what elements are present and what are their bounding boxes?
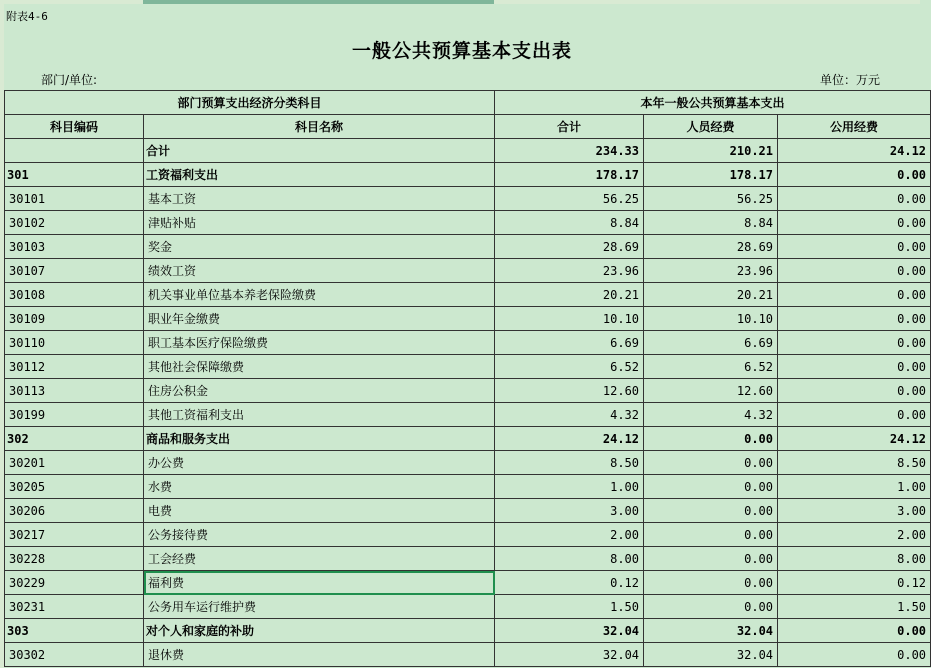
cell-total[interactable]: 3.00 — [495, 499, 644, 523]
cell-personnel[interactable]: 0.00 — [644, 427, 778, 451]
table-row — [5, 619, 931, 643]
cell-total[interactable]: 6.69 — [495, 331, 644, 355]
cell-total[interactable]: 6.52 — [495, 355, 644, 379]
table-row — [5, 403, 931, 427]
cell-code[interactable]: 30110 — [5, 331, 144, 355]
cell-public[interactable]: 0.00 — [778, 403, 931, 427]
table-row — [5, 283, 931, 307]
cell-code[interactable]: 301 — [5, 163, 144, 187]
cell-code[interactable]: 30228 — [5, 547, 144, 571]
cell-name[interactable]: 公务接待费 — [144, 523, 495, 547]
cell-public[interactable]: 0.00 — [778, 235, 931, 259]
cell-total[interactable]: 8.84 — [495, 211, 644, 235]
table-body — [5, 139, 931, 667]
cell-public[interactable]: 0.00 — [778, 379, 931, 403]
cell-public[interactable]: 0.00 — [778, 259, 931, 283]
table-row — [5, 475, 931, 499]
cell-personnel[interactable]: 10.10 — [644, 307, 778, 331]
table-row — [5, 187, 931, 211]
header-group-classification[interactable]: 部门预算支出经济分类科目 — [5, 91, 495, 115]
cell-public[interactable]: 8.00 — [778, 547, 931, 571]
cell-code[interactable]: 30113 — [5, 379, 144, 403]
cell-name[interactable]: 电费 — [144, 499, 495, 523]
cell-total[interactable]: 8.00 — [495, 547, 644, 571]
cell-code[interactable]: 30108 — [5, 283, 144, 307]
cell-name[interactable]: 工会经费 — [144, 547, 495, 571]
cell-name[interactable]: 公务用车运行维护费 — [144, 595, 495, 619]
cell-personnel[interactable]: 32.04 — [644, 643, 778, 667]
cell-personnel[interactable]: 32.04 — [644, 619, 778, 643]
cell-name[interactable]: 福利费 — [144, 571, 495, 595]
cell-public[interactable]: 0.00 — [778, 283, 931, 307]
cell-code[interactable]: 30112 — [5, 355, 144, 379]
header-group-row — [5, 91, 931, 115]
cell-personnel[interactable]: 210.21 — [644, 139, 778, 163]
table-row — [5, 451, 931, 475]
cell-name[interactable]: 住房公积金 — [144, 379, 495, 403]
cell-name[interactable]: 基本工资 — [144, 187, 495, 211]
cell-name[interactable]: 商品和服务支出 — [144, 427, 495, 451]
cell-public[interactable]: 0.00 — [778, 187, 931, 211]
header-name[interactable]: 科目名称 — [144, 115, 495, 139]
cell-total[interactable]: 24.12 — [495, 427, 644, 451]
header-code[interactable]: 科目编码 — [5, 115, 144, 139]
cell-code[interactable]: 30102 — [5, 211, 144, 235]
cell-code[interactable]: 30231 — [5, 595, 144, 619]
cell-name[interactable]: 工资福利支出 — [144, 163, 495, 187]
cell-name[interactable]: 办公费 — [144, 451, 495, 475]
cell-personnel[interactable]: 0.00 — [644, 547, 778, 571]
cell-code[interactable]: 30302 — [5, 643, 144, 667]
cell-personnel[interactable]: 178.17 — [644, 163, 778, 187]
budget-table — [4, 90, 931, 667]
cell-code[interactable]: 30199 — [5, 403, 144, 427]
cell-code[interactable]: 302 — [5, 427, 144, 451]
cell-personnel[interactable]: 6.69 — [644, 331, 778, 355]
department-label: 部门/单位: — [41, 73, 98, 87]
cell-code[interactable]: 30101 — [5, 187, 144, 211]
cell-total[interactable]: 234.33 — [495, 139, 644, 163]
cell-total[interactable]: 23.96 — [495, 259, 644, 283]
table-row — [5, 547, 931, 571]
cell-total[interactable]: 1.50 — [495, 595, 644, 619]
cell-personnel[interactable]: 28.69 — [644, 235, 778, 259]
cell-total[interactable]: 56.25 — [495, 187, 644, 211]
cell-personnel[interactable]: 0.00 — [644, 475, 778, 499]
header-total[interactable]: 合计 — [495, 115, 644, 139]
table-row — [5, 307, 931, 331]
cell-total[interactable]: 1.00 — [495, 475, 644, 499]
cell-personnel[interactable]: 56.25 — [644, 187, 778, 211]
cell-public[interactable]: 24.12 — [778, 427, 931, 451]
header-column-row — [5, 115, 931, 139]
report-title: 一般公共预算基本支出表 — [351, 40, 572, 62]
cell-public[interactable]: 0.12 — [778, 571, 931, 595]
cell-personnel[interactable]: 0.00 — [644, 595, 778, 619]
table-row — [5, 379, 931, 403]
cell-code[interactable] — [5, 139, 144, 163]
cell-personnel[interactable]: 0.00 — [644, 499, 778, 523]
table-row — [5, 427, 931, 451]
cell-total[interactable]: 12.60 — [495, 379, 644, 403]
cell-code[interactable]: 30109 — [5, 307, 144, 331]
cell-name[interactable]: 退休费 — [144, 643, 495, 667]
cell-personnel[interactable]: 6.52 — [644, 355, 778, 379]
cell-code[interactable]: 30206 — [5, 499, 144, 523]
table-row — [5, 499, 931, 523]
cell-public[interactable]: 0.00 — [778, 307, 931, 331]
table-row — [5, 523, 931, 547]
cell-code[interactable]: 30107 — [5, 259, 144, 283]
cell-public[interactable]: 2.00 — [778, 523, 931, 547]
cell-code[interactable]: 303 — [5, 619, 144, 643]
cell-name[interactable]: 绩效工资 — [144, 259, 495, 283]
cell-public[interactable]: 3.00 — [778, 499, 931, 523]
cell-total[interactable]: 10.10 — [495, 307, 644, 331]
cell-name[interactable]: 机关事业单位基本养老保险缴费 — [144, 283, 495, 307]
cell-name[interactable]: 其他工资福利支出 — [144, 403, 495, 427]
cell-public[interactable]: 0.00 — [778, 619, 931, 643]
cell-personnel[interactable]: 8.84 — [644, 211, 778, 235]
cell-public[interactable]: 0.00 — [778, 643, 931, 667]
cell-name[interactable]: 水费 — [144, 475, 495, 499]
header-personnel[interactable]: 人员经费 — [644, 115, 778, 139]
cell-total[interactable]: 178.17 — [495, 163, 644, 187]
cell-personnel[interactable]: 4.32 — [644, 403, 778, 427]
cell-total[interactable]: 20.21 — [495, 283, 644, 307]
cell-name[interactable]: 合计 — [144, 139, 495, 163]
cell-code[interactable]: 30201 — [5, 451, 144, 475]
cell-name[interactable]: 其他社会保障缴费 — [144, 355, 495, 379]
table-row — [5, 595, 931, 619]
cell-personnel[interactable]: 0.00 — [644, 523, 778, 547]
cell-total[interactable]: 32.04 — [495, 619, 644, 643]
cell-personnel[interactable]: 0.00 — [644, 571, 778, 595]
active-column-indicator — [143, 0, 494, 4]
table-row — [5, 235, 931, 259]
cell-public[interactable]: 8.50 — [778, 451, 931, 475]
cell-public[interactable]: 0.00 — [778, 211, 931, 235]
cell-name[interactable]: 津贴补贴 — [144, 211, 495, 235]
table-row — [5, 259, 931, 283]
cell-public[interactable]: 1.00 — [778, 475, 931, 499]
cell-personnel[interactable]: 23.96 — [644, 259, 778, 283]
cell-name[interactable]: 职工基本医疗保险缴费 — [144, 331, 495, 355]
cell-name[interactable]: 对个人和家庭的补助 — [144, 619, 495, 643]
header-group-basic-expenditure[interactable]: 本年一般公共预算基本支出 — [495, 91, 931, 115]
cell-public[interactable]: 0.00 — [778, 163, 931, 187]
cell-name[interactable]: 职业年金缴费 — [144, 307, 495, 331]
unit-label: 单位：万元 — [819, 73, 880, 87]
table-row — [5, 355, 931, 379]
column-header-strip[interactable] — [0, 0, 920, 4]
cell-code[interactable]: 30103 — [5, 235, 144, 259]
appendix-note: 附表4-6 — [6, 10, 48, 23]
cell-total[interactable]: 0.12 — [495, 571, 644, 595]
cell-personnel[interactable]: 0.00 — [644, 451, 778, 475]
table-row — [5, 163, 931, 187]
cell-public[interactable]: 1.50 — [778, 595, 931, 619]
cell-public[interactable]: 0.00 — [778, 331, 931, 355]
cell-total[interactable]: 8.50 — [495, 451, 644, 475]
header-public[interactable]: 公用经费 — [778, 115, 931, 139]
table-row — [5, 571, 931, 595]
cell-personnel[interactable]: 12.60 — [644, 379, 778, 403]
cell-name[interactable]: 奖金 — [144, 235, 495, 259]
cell-total[interactable]: 4.32 — [495, 403, 644, 427]
cell-total[interactable]: 2.00 — [495, 523, 644, 547]
cell-total[interactable]: 28.69 — [495, 235, 644, 259]
cell-code[interactable]: 30229 — [5, 571, 144, 595]
table-row — [5, 331, 931, 355]
cell-total[interactable]: 32.04 — [495, 643, 644, 667]
cell-code[interactable]: 30217 — [5, 523, 144, 547]
cell-public[interactable]: 24.12 — [778, 139, 931, 163]
cell-personnel[interactable]: 20.21 — [644, 283, 778, 307]
table-row — [5, 211, 931, 235]
table-row — [5, 139, 931, 163]
table-row — [5, 643, 931, 667]
cell-public[interactable]: 0.00 — [778, 355, 931, 379]
cell-code[interactable]: 30205 — [5, 475, 144, 499]
